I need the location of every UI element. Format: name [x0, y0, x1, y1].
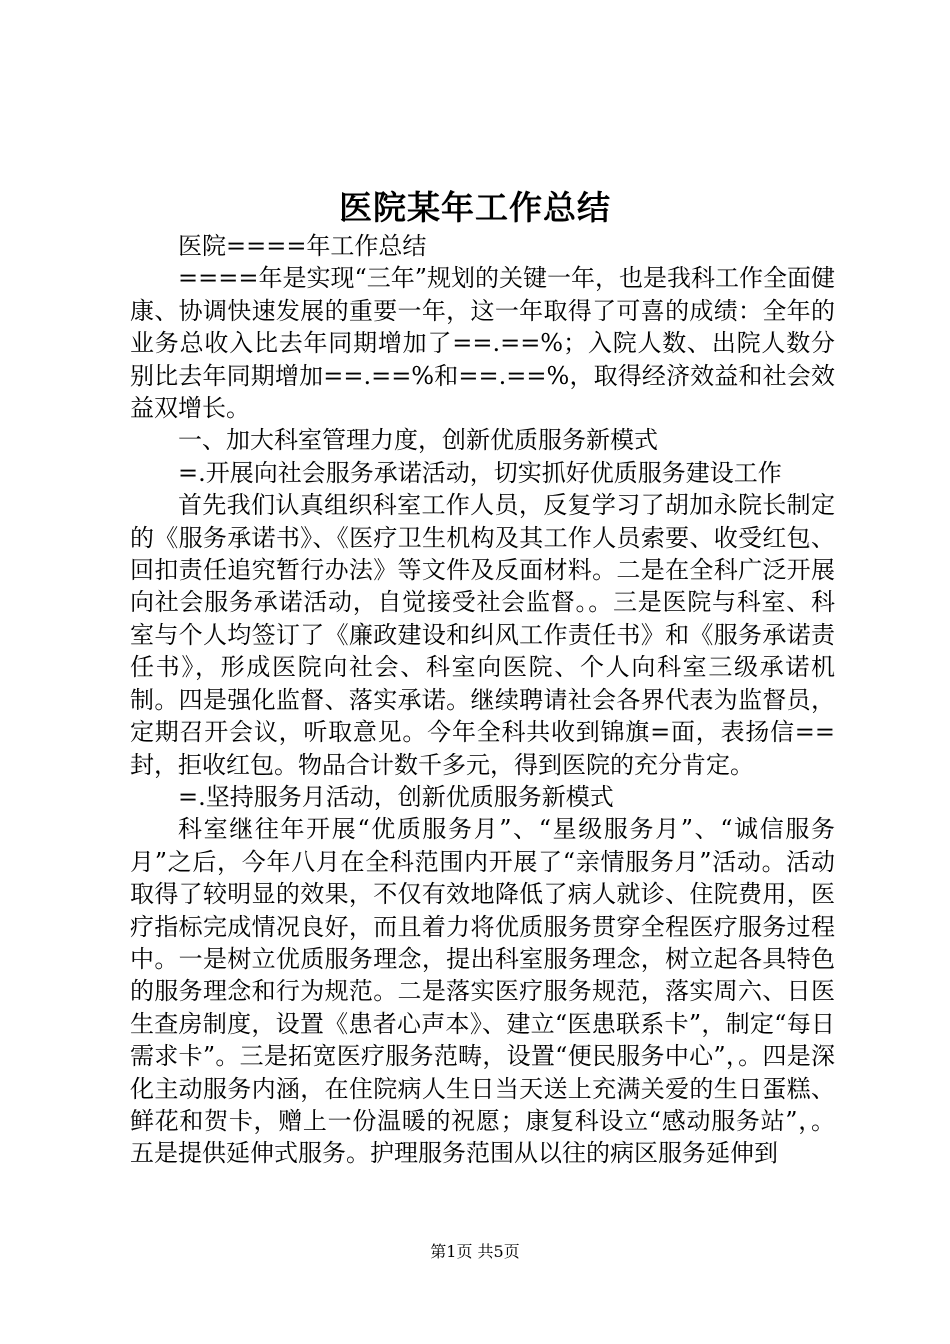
subsection-heading-1: =.开展向社会服务承诺活动，切实抓好优质服务建设工作: [178, 458, 782, 487]
page-title: 医院某年工作总结: [339, 188, 611, 227]
paragraph-service-month: 科室继往年开展“优质服务月”、“星级服务月”、“诚信服务月”之后，今年八月在全科范围内开展了“亲情服务月”活动。活动取得了较明显的效果，不仅有效地降低了病人就诊、住院费用，医疗指标完成情况良好，而且着力将优质服务贯穿全程医疗服务过程中。一是树立优质服务理念，提出科室服务理念，树立起各具特色的服务理念和行为规范。二是落实医疗服务规范，落实周六、日医生查房制度，设置《患者心声本》、建立“医患联系卡”，制定“每日需求卡”。三是拓宽医疗服务范畴，设置“便民服务中心”，。四是深化主动服务内涵，在住院病人生日当天送上充满关爱的生日蛋糕、鲜花和贺卡，赠上一份温暖的祝愿；康复科设立“感动服务站”，。五是提供延伸式服务。护理服务范围从以往的病区服务延伸到: [130, 815, 835, 1168]
section-heading-1: 一、加大科室管理力度，创新优质服务新模式: [178, 426, 658, 455]
subsection-heading-2: =.坚持服务月活动，创新优质服务新模式: [178, 782, 614, 811]
paragraph-subtitle: 医院====年工作总结: [178, 232, 427, 260]
paragraph-intro: ====年是实现“三年”规划的关键一年，也是我科工作全面健康、协调快速发展的重要一年，这一年取得了可喜的成绩：全年的业务总收入比去年同期增加了==.==%；入院人数、出院人数分别比去年同期增加==.==%和==.==%，取得经济效益和社会效益双增长。: [130, 264, 835, 423]
document-body: [130, 230, 835, 1170]
page-footer: 第1页 共5页: [430, 1242, 520, 1261]
paragraph-service-commitment: 首先我们认真组织科室工作人员，反复学习了胡加永院长制定的《服务承诺书》、《医疗卫生机构及其工作人员索要、收受红包、回扣责任追究暂行办法》等文件及反面材料。二是在全科广泛开展向社会服务承诺活动，自觉接受社会监督。。三是医院与科室、科室与个人均签订了《廉政建设和纠风工作责任书》和《服务承诺责任书》，形成医院向社会、科室向医院、个人向科室三级承诺机制。四是强化监督、落实承诺。继续聘请社会各界代表为监督员，定期召开会议，听取意见。今年全科共收到锦旗=面，表扬信==封，拒收红包。物品合计数千多元，得到医院的充分肯定。: [130, 491, 835, 779]
